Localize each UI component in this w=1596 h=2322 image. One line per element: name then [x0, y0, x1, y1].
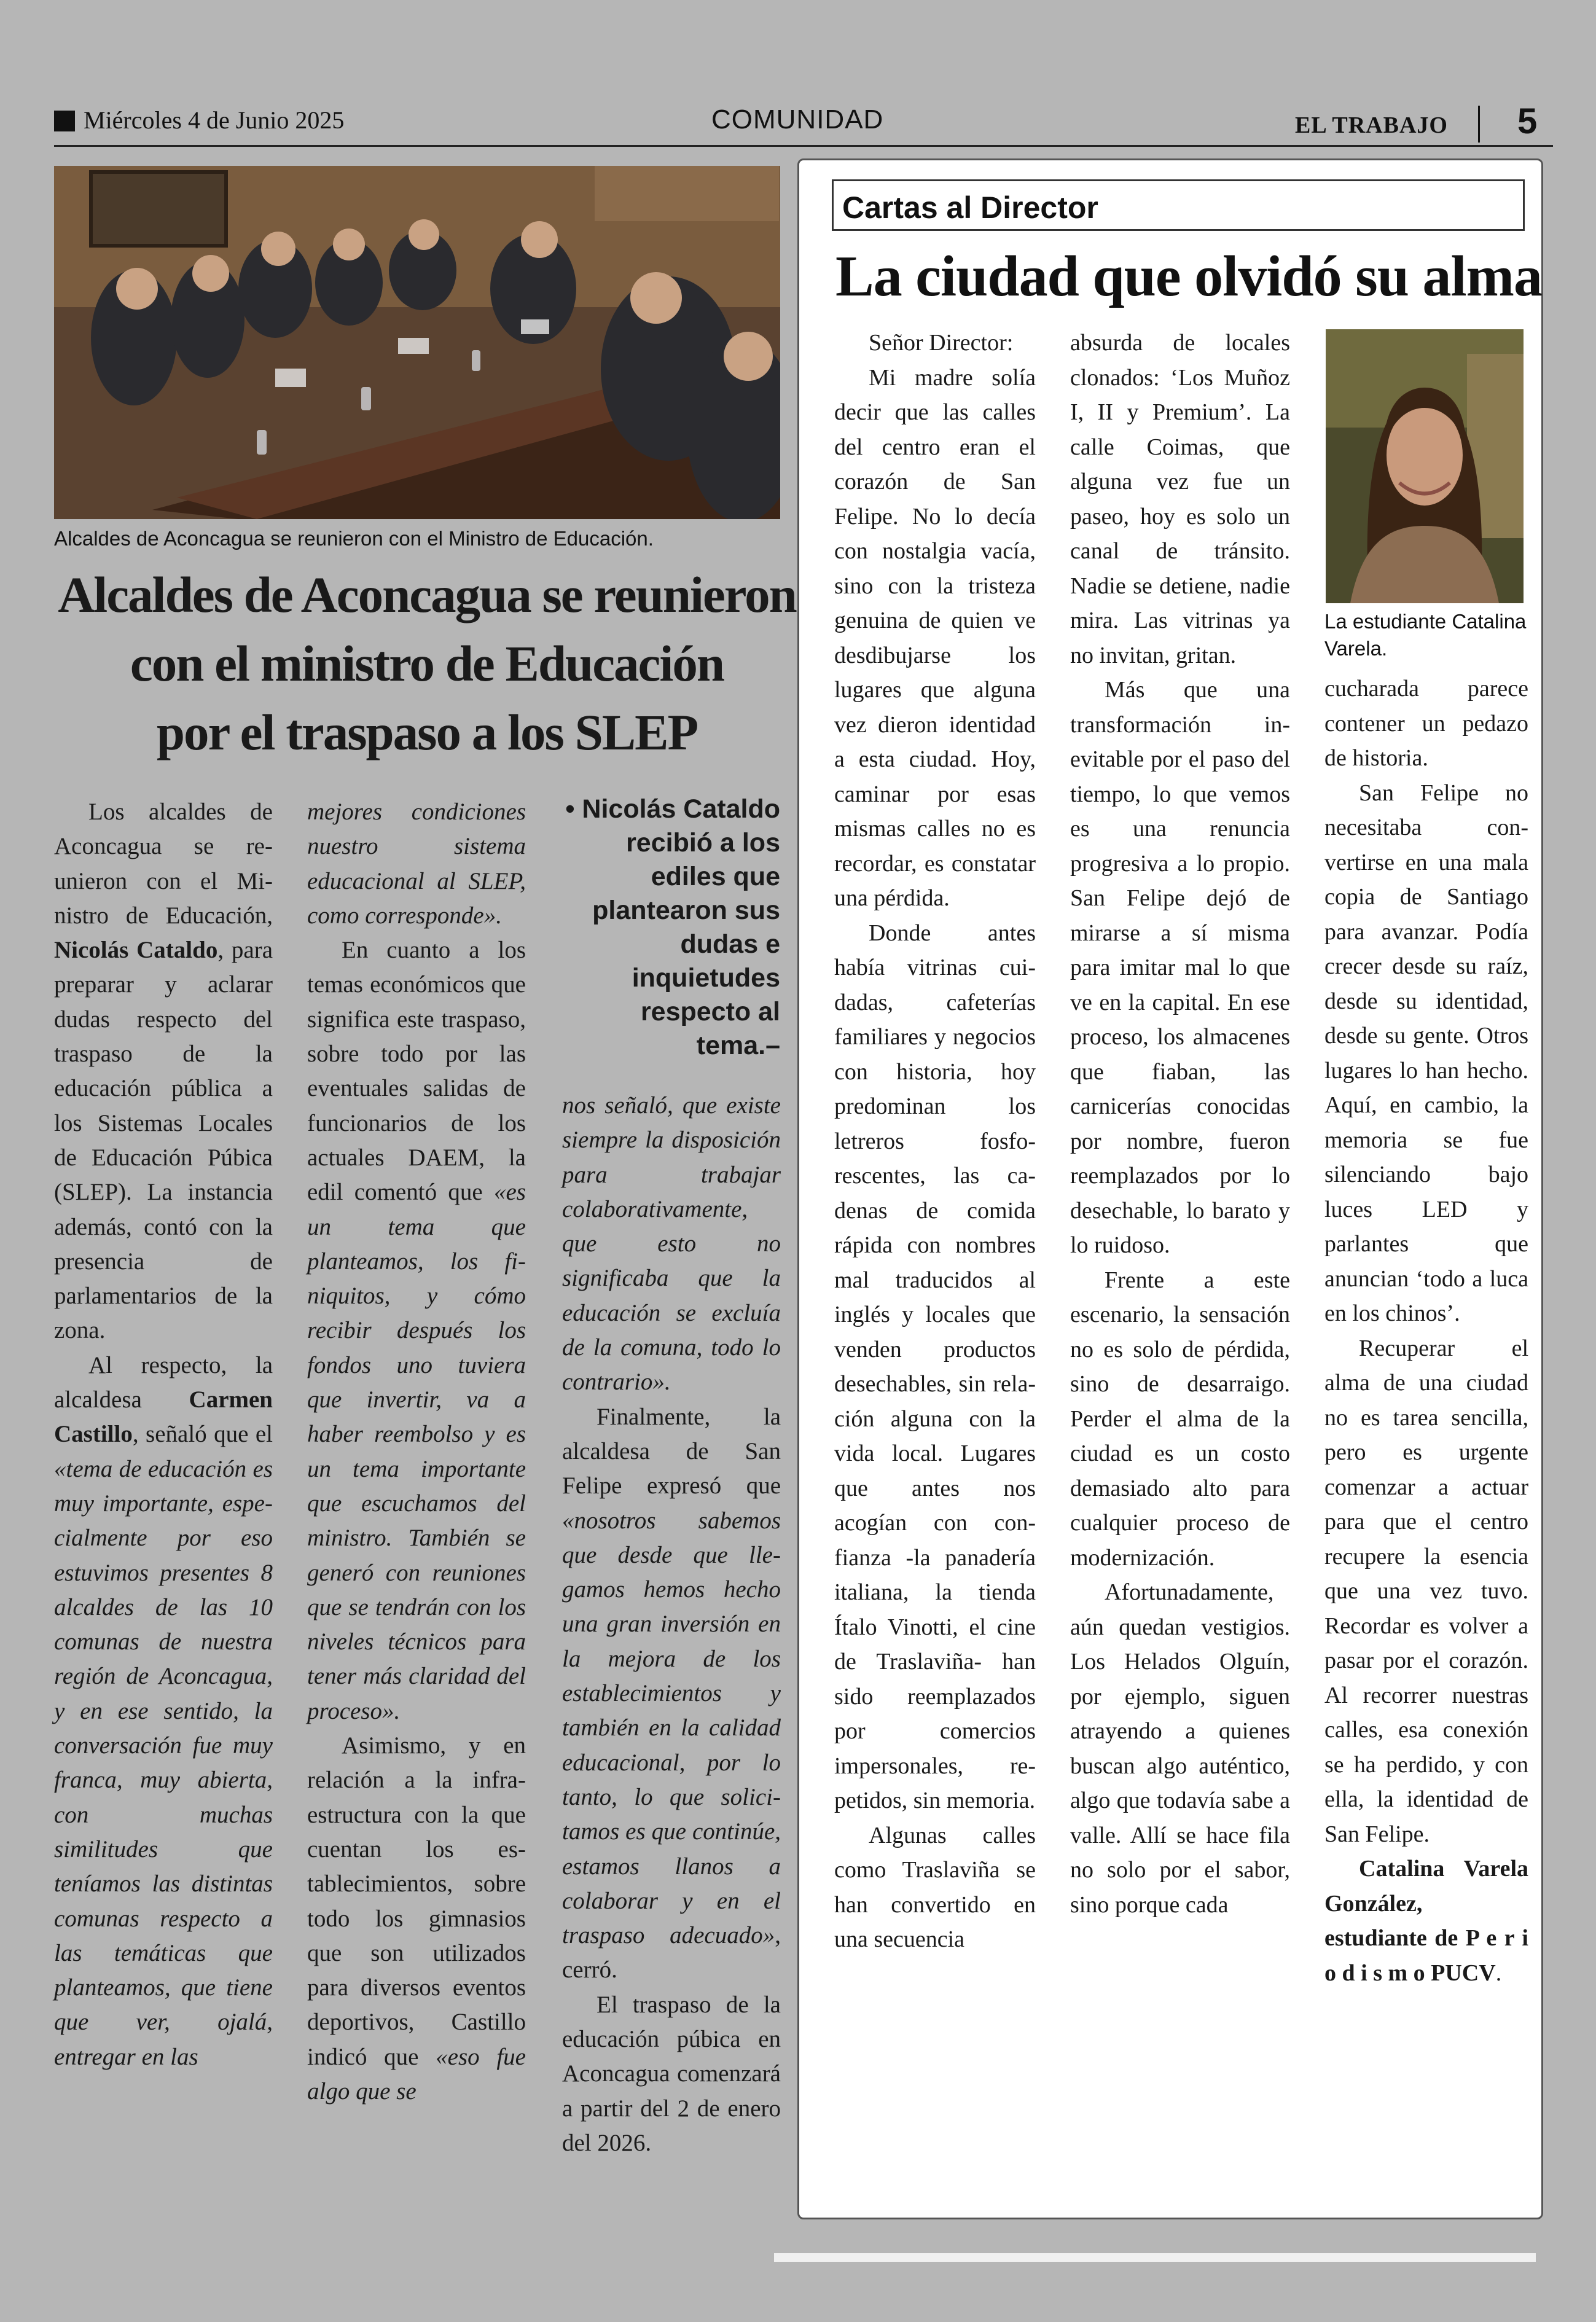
- header-square-bullet: [54, 111, 75, 131]
- issue-date: Miércoles 4 de Junio 2025: [84, 106, 345, 134]
- article-paragraph: mejores condiciones nuestro sistema educacional al SLEP, como corresponde».: [307, 799, 526, 929]
- header-divider: [1478, 106, 1480, 143]
- letter-paragraph: Donde antes había vitrinas cuidadas, cafeterías familiares y negocios con historia, hoy predominan los letreros fosforescentes, las cadenas de comida rápida con nombres mal traducidos al inglés y locales que venden productos desechables, sin relación alguna con la vida local. Lugares que antes nos acogían con confianza -la panadería italiana, la tienda Ítalo Vinotti, el cine de Traslaviña- han sido reemplazados por comercios impersonales, repetidos, sin memoria.: [834, 920, 1036, 1813]
- letter-column-1: [834, 326, 1036, 1957]
- article-paragraph: En cuanto a los temas económicos que significa este traspaso, sobre todo por las eventuales salidas de funcionarios de los actuales DAEM, la edil comentó que «es un tema que planteamos, los finiquitos, y cómo recibir después los fondos uno tuviera que invertir, va a haber reembolso y es un tema importante que escuchamos del ministro. También se generó con reuniones que se tendrán con los niveles técnicos para tener más claridad del proceso».: [307, 937, 526, 1724]
- letter-salutation: Señor Director:: [869, 330, 1014, 356]
- article-column-3: [562, 1089, 781, 2160]
- author-portrait-illustration: [1326, 329, 1524, 603]
- article-paragraph: El traspaso de la educación púbica en Aconcagua comenzará a partir del 2 de enero del 2026.: [562, 1991, 781, 2156]
- article-paragraph: Los alcaldes de Aconcagua se reunieron con el Ministro de Educación, Nicolás Cataldo, para preparar y aclarar dudas respecto del traspaso de la educación pública a los Sistemas Locales de Educación Púbica (SLEP). La instancia además, contó con la presencia de parlamentarios de la zona.: [54, 799, 273, 1344]
- letter-paragraph: Afortunadamente, aún quedan vestigios. Los Helados Olguín, por ejemplo, siguen atrayendo a quienes buscan algo auténtico, algo que todavía sabe a valle. Allí se hace fila no solo por el sabor, sino porque cada: [1070, 1579, 1290, 1918]
- letter-paragraph: Mi madre solía decir que las calles del centro eran el corazón de San Felipe. No lo decía con nostalgia vacía, sino con la tristeza genuina de quien ve desdibujarse los lugares que alguna vez dieron identidad a esta ciudad. Hoy, caminar por esas mismas calles no es recordar, es constatar una pérdida.: [834, 364, 1036, 911]
- letter-paragraph: absurda de locales clonados: ‘Los Muñoz I, II y Premium’. La calle Coimas, que alguna vez fue un paseo, hoy es solo un canal de tránsito. Nadie se detiene, nadie mira. Las vitrinas ya no invitan, gritan.: [1070, 330, 1290, 668]
- article-headline: Alcaldes de Aconcagua se reunieron con el ministro de Educación por el traspaso a los SLEP: [58, 566, 796, 760]
- letter-title: La ciudad que olvidó su alma: [835, 244, 1542, 308]
- letter-paragraph: Más que una transformación inevitable por el paso del tiempo, lo que vemos es una renuncia progresiva a lo propio. San Felipe dejó de mirarse a sí misma para imitar mal lo que ve en la capital. En ese proceso, los almacenes que fiaban, las carnicerías conocidas por nombre, fueron reemplazados por lo desechable, lo barato y lo ruidoso.: [1070, 677, 1290, 1258]
- author-portrait: [1326, 329, 1524, 603]
- article-column-2: [307, 795, 526, 2109]
- portrait-caption: La estudiante Catalina Varela.: [1324, 610, 1527, 660]
- letter-paragraph: Recuperar el alma de una ciudad no es tarea sencilla, pero es urgente comenzar a actuar para que el centro recupere la esencia que una vez tuvo. Recordar es volver a pasar por el corazón. Al recorrer nuestras calles, esa conexión se ha perdido, y con ella, la identidad de San Felipe.: [1324, 1335, 1528, 1847]
- letter-column-3: [1324, 671, 1528, 1990]
- letter-paragraph: San Felipe no necesitaba convertirse en una mala copia de Santiago para avanzar. Podía crecer desde su raíz, desde su identidad, desde su gente. Otros lugares lo han hecho. Aquí, en cambio, la memoria se fue silenciando bajo luces LED y parlantes que anuncian ‘todo a luca en los chinos’.: [1324, 780, 1528, 1326]
- letter-paragraph: Algunas calles como Traslaviña se han convertido en una secuencia: [834, 1822, 1036, 1952]
- section-title: COMUNIDAD: [711, 104, 884, 135]
- photo-caption: Alcaldes de Aconcagua se reunieron con el Ministro de Educación.: [54, 527, 654, 550]
- publication-name: EL TRABAJO: [1295, 112, 1448, 138]
- letters-section-label: Cartas al Director: [832, 179, 1525, 231]
- letter-paragraph: Frente a este escenario, la sensación no es solo de pérdida, sino de desarraigo. Perder el alma de la ciudad es un costo demasiado alto para cualquier proceso de modernización.: [1070, 1267, 1290, 1571]
- pull-quote: • Nicolás Cataldo recibió a los ediles que plantearon sus dudas e inquietudes respecto al tema.–: [565, 794, 780, 1060]
- meeting-photo-illustration: [54, 166, 780, 519]
- article-paragraph: nos señaló, que existe siempre la disposición para trabajar colaborativamente, que esto no significaba que la educación se excluía de la comuna, todo lo contrario».: [562, 1092, 781, 1396]
- letter-column-2: [1070, 326, 1290, 1922]
- meeting-photo: [54, 166, 780, 519]
- letter-signature: Catalina Varela González, estudiante de P e r i o d i s m o PUCV.: [1324, 1856, 1528, 1986]
- header-rule: [54, 145, 1553, 147]
- letter-paragraph: cucharada parece contener un pedazo de historia.: [1324, 676, 1528, 771]
- article-paragraph: Asimismo, y en relación a la infraestructura con la que cuentan los establecimientos, sobre todo los gimnasios que son utilizados para diversos eventos deportivos, Castillo indicó que «eso fue algo que se: [307, 1732, 526, 2105]
- page-number: 5: [1517, 101, 1538, 141]
- article-paragraph: Finalmente, la alcaldesa de San Felipe expresó que «nosotros sabemos que desde que llegamos hemos hecho una gran inversión en la mejora de los establecimientos y también en la calidad educacional, por lo tanto, lo que solicitamos es que continúe, estamos llanos a colaborar y en el traspaso adecuado», cerró.: [562, 1403, 781, 1984]
- bottom-edge-bar: [774, 2253, 1536, 2262]
- article-paragraph: Al respecto, la alcaldesa Carmen Castillo, señaló que el «tema de educación es muy importante, especialmente por eso estuvimos presentes 8 alcaldes de las 10 comunas de nuestra región de Aconcagua, y en ese sentido, la conversación fue muy franca, muy abierta, con muchas similitudes que teníamos las distintas comunas respecto a las temáticas que planteamos, que tiene que ver, ojalá, entregar en las: [54, 1351, 273, 2070]
- article-column-1: [54, 795, 273, 2074]
